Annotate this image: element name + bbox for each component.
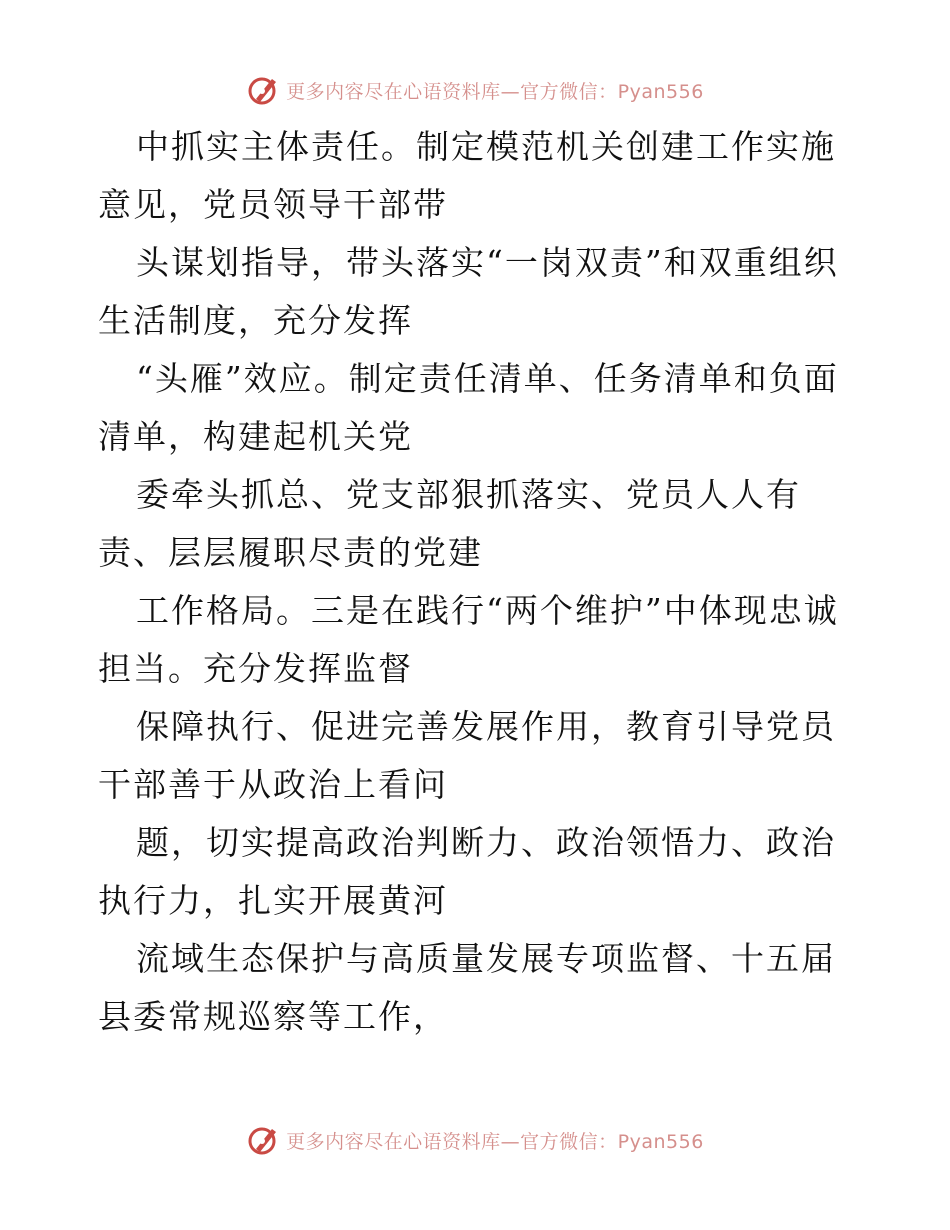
paragraph: 保障执行、促进完善发展作用，教育引导党员干部善于从政治上看问 [98, 707, 836, 804]
pen-circle-logo-icon [246, 73, 280, 107]
paragraph: 流域生态保护与高质量发展专项监督、十五届县委常规巡察等工作， [98, 939, 836, 1036]
paragraph: 工作格局。三是在践行“两个维护”中体现忠诚担当。充分发挥监督 [98, 591, 839, 688]
paragraph: 头谋划指导，带头落实“一岗双责”和双重组织生活制度，充分发挥 [98, 243, 839, 340]
watermark-text: 更多内容尽在心语资料库—官方微信：Pyan556 [286, 80, 704, 103]
paragraph: 题，切实提高政治判断力、政治领悟力、政治执行力，扎实开展黄河 [98, 823, 836, 920]
document-body [98, 118, 858, 1046]
paragraph: 委牵头抓总、党支部狠抓落实、党员人人有责、层层履职尽责的党建 [98, 475, 801, 572]
watermark-text: 更多内容尽在心语资料库—官方微信：Pyan556 [286, 1130, 704, 1153]
paragraph: “头雁”效应。制定责任清单、任务清单和负面清单，构建起机关党 [98, 359, 839, 456]
header-watermark [0, 70, 950, 110]
footer-watermark [0, 1120, 950, 1160]
paragraph: 中抓实主体责任。制定模范机关创建工作实施意见，党员领导干部带 [98, 127, 836, 224]
pen-circle-logo-icon [246, 1123, 280, 1157]
